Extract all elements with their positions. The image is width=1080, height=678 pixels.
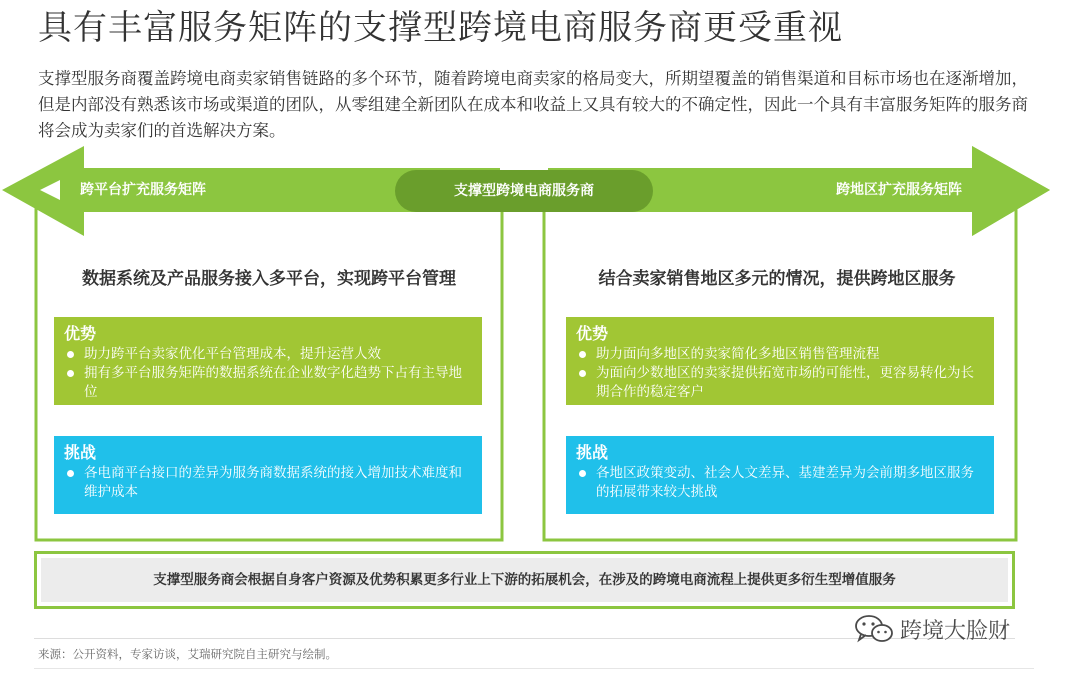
list-item: 各电商平台接口的差异为服务商数据系统的接入增加技术难度和维护成本 [64, 464, 472, 502]
right-advantage-card [566, 317, 994, 405]
left-advantage-title: 优势 [64, 324, 97, 343]
list-item: 各地区政策变动、社会人文差异、基建差异为会前期多地区服务的拓展带来较大挑战 [576, 464, 984, 502]
left-challenge-list [64, 464, 472, 502]
list-item: 助力面向多地区的卖家简化多地区销售管理流程 [576, 345, 984, 364]
left-advantage-list [64, 345, 472, 402]
list-item: 助力跨平台卖家优化平台管理成本，提升运营人效 [64, 345, 472, 364]
left-challenge-title: 挑战 [64, 443, 97, 462]
intro-paragraph: 支撑型服务商覆盖跨境电商卖家销售链路的多个环节，随着跨境电商卖家的格局变大，所期望覆盖的销售渠道和目标市场也在逐渐增加，但是内部没有熟悉该市场或渠道的团队，从零组建全新团队在成本和收益上又具有较大的不确定性，因此一个具有丰富服务矩阵的服务商将会成为卖家们的首选解决方案。 [38, 69, 1028, 140]
right-advantage-list [576, 345, 984, 402]
watermark [854, 612, 1010, 646]
right-advantage-title: 优势 [576, 324, 609, 343]
left-arrow-label: 跨平台扩充服务矩阵 [80, 182, 206, 198]
right-challenge-card [566, 436, 994, 514]
right-challenge-list [576, 464, 984, 502]
list-item: 拥有多平台服务矩阵的数据系统在企业数字化趋势下占有主导地位 [64, 364, 472, 402]
bottom-summary-text: 支撑型服务商会根据自身客户资源及优势积累更多行业上下游的拓展机会，在涉及的跨境电商流程上提供更多衍生型增值服务 [41, 558, 1008, 602]
right-challenge-title: 挑战 [576, 443, 609, 462]
footer-divider [34, 668, 1034, 669]
watermark-text: 跨境大脸财 [900, 618, 1011, 644]
center-pill: 支撑型跨境电商服务商 [395, 170, 653, 212]
source-note: 来源：公开资料，专家访谈，艾瑞研究院自主研究与绘制。 [38, 647, 337, 661]
left-challenge-card [54, 436, 482, 514]
right-panel-heading: 结合卖家销售地区多元的情况，提供跨地区服务 [598, 269, 956, 289]
bottom-summary-box [34, 551, 1015, 609]
left-panel-heading: 数据系统及产品服务接入多平台，实现跨平台管理 [82, 269, 456, 289]
left-advantage-card [54, 317, 482, 405]
list-item: 为面向少数地区的卖家提供拓宽市场的可能性，更容易转化为长期合作的稳定客户 [576, 364, 984, 402]
right-arrow-label: 跨地区扩充服务矩阵 [836, 182, 962, 198]
page-title: 具有丰富服务矩阵的支撑型跨境电商服务商更受重视 [38, 8, 843, 48]
wechat-icon [854, 614, 894, 644]
